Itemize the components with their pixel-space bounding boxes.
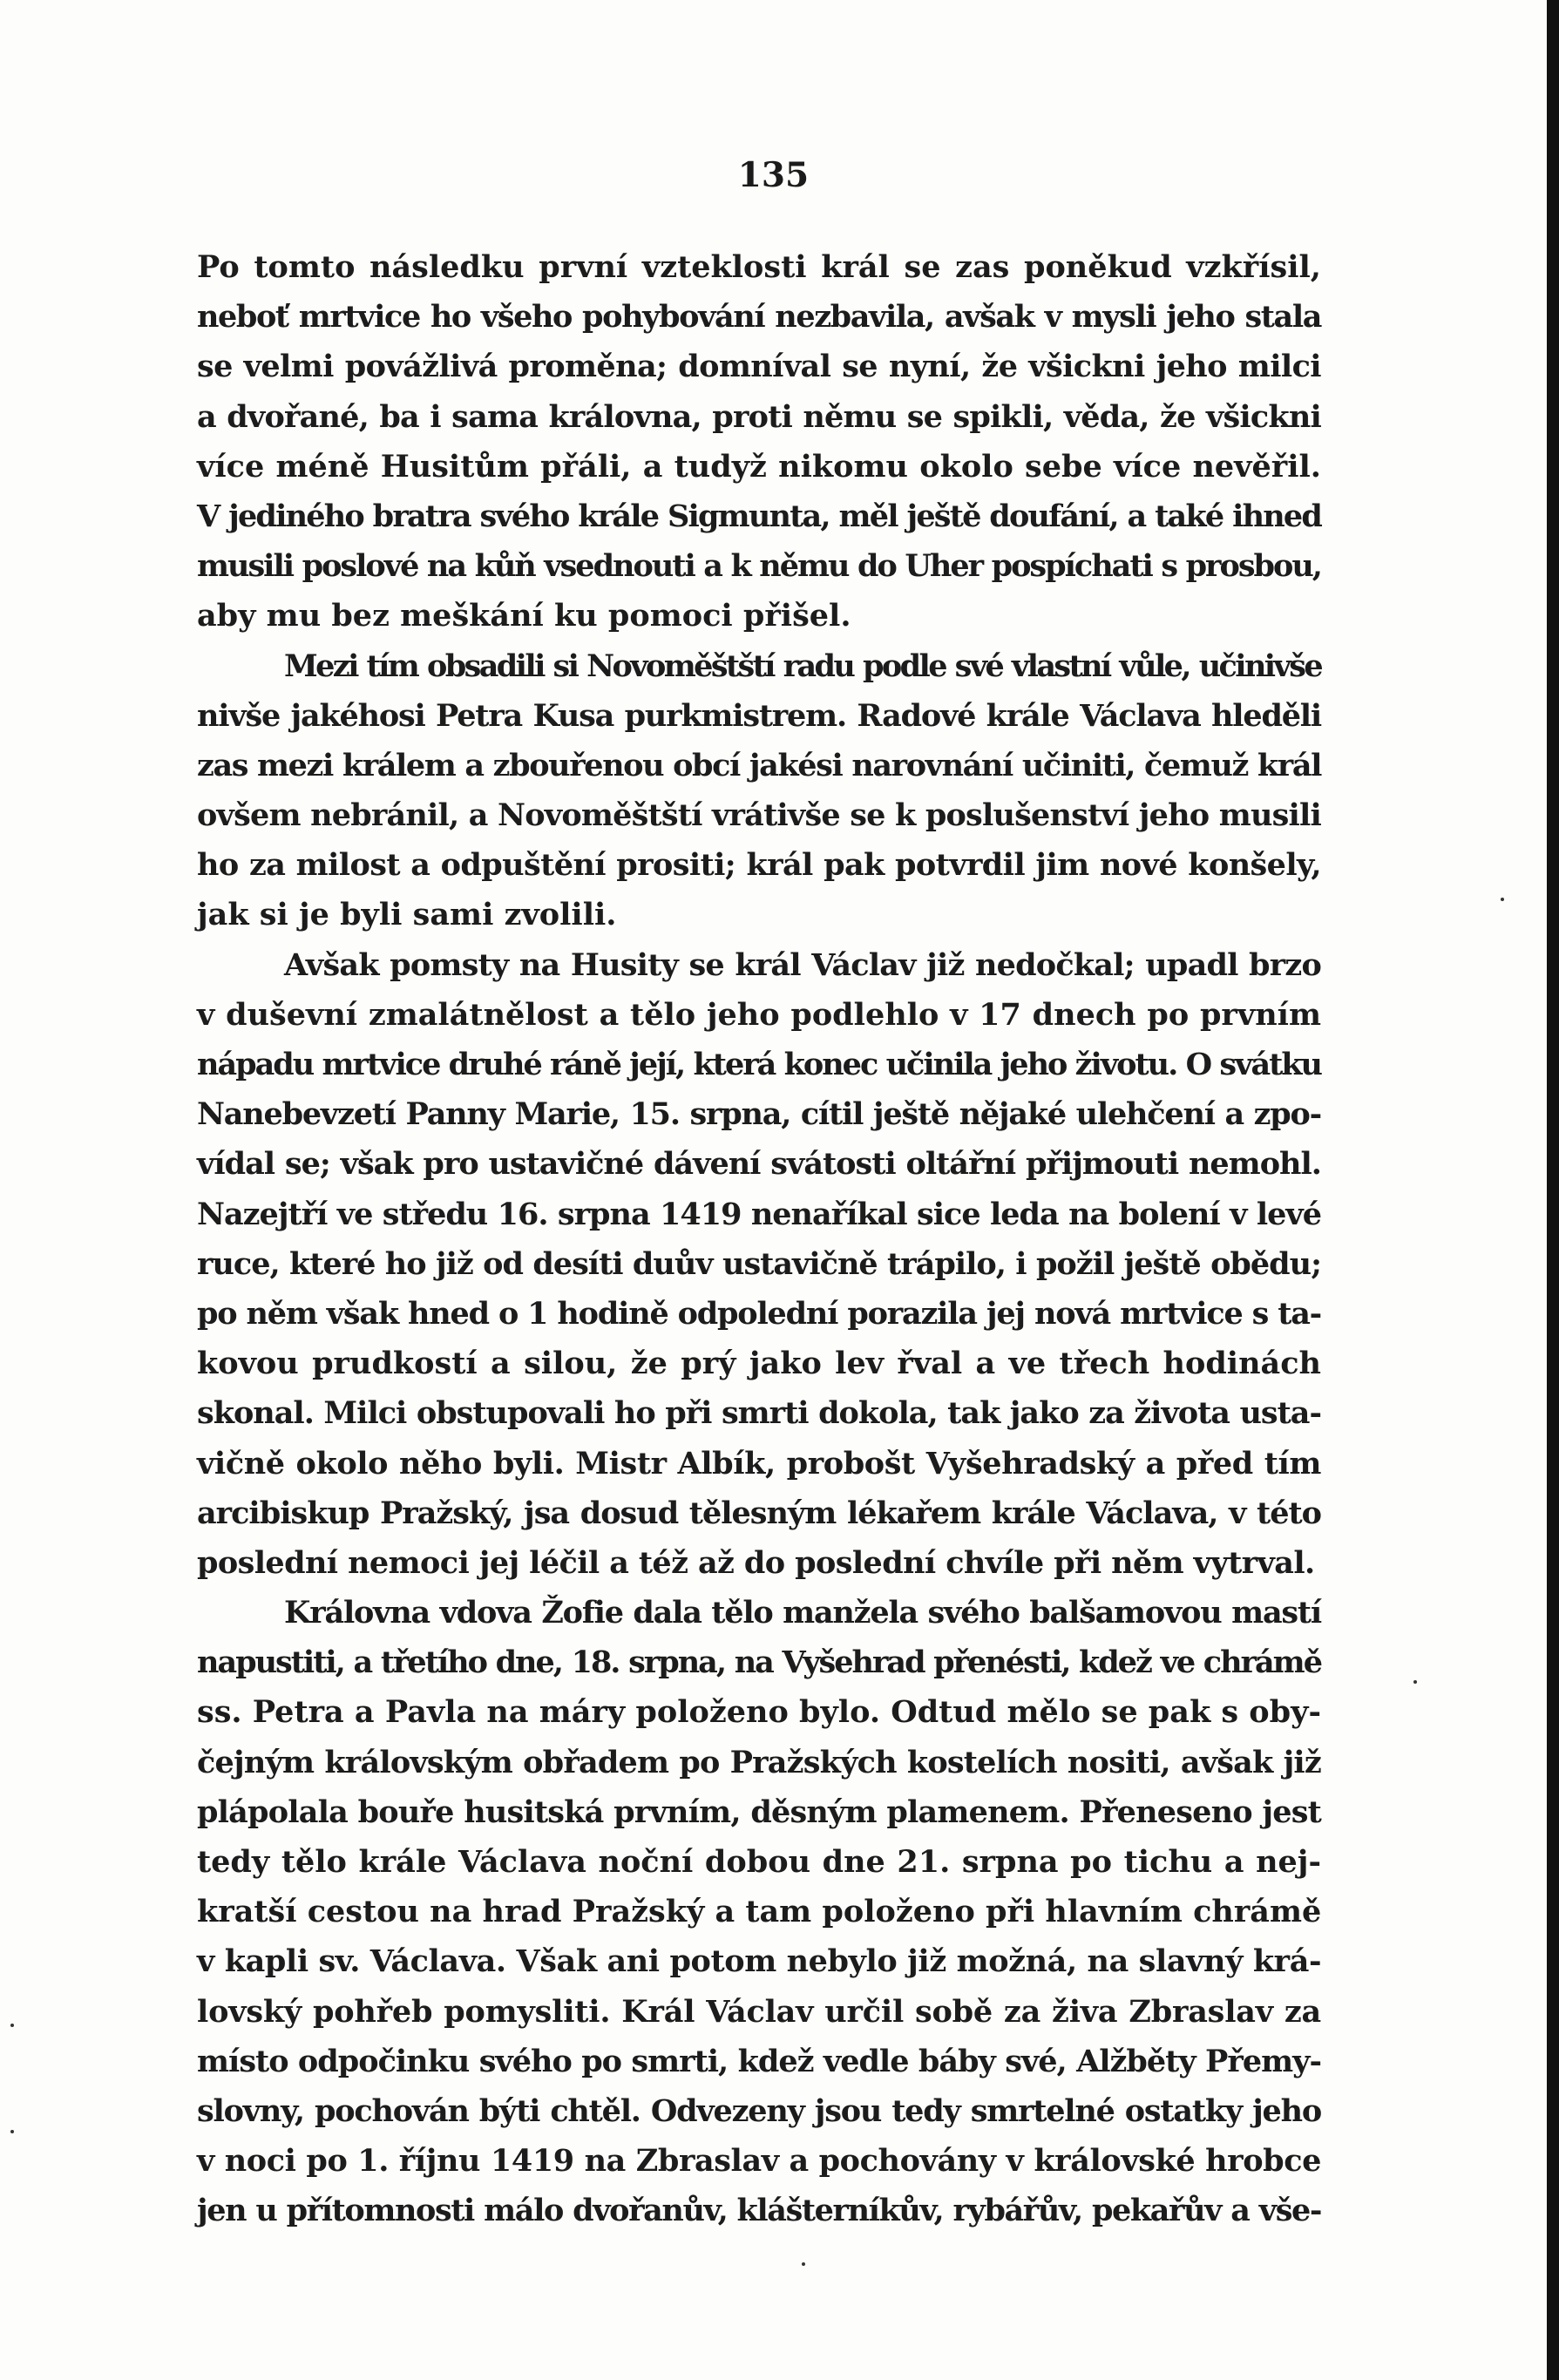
scan-speck [1413,1680,1417,1684]
text-line: kovou prudkostí a silou, že prý jako lev řval a ve třech hodinách [197,1346,1321,1382]
text-line: slovny, pochován býti chtěl. Odvezeny jsou tedy smrtelné ostatky jeho [197,2092,1321,2129]
text-line: v duševní zmalátnělost a tělo jeho podlehlo v 17 dnech po prvním [197,996,1321,1033]
text-line: Nanebevzetí Panny Marie, 15. srpna, cítil ještě nějaké ulehčení a zpo- [197,1096,1321,1133]
text-line: napustiti, a třetího dne, 18. srpna, na Vyšehrad přenésti, kdež ve chrámě [197,1644,1321,1681]
text-line: neboť mrtvice ho všeho pohybování nezbavila, avšak v mysli jeho stala [197,299,1321,336]
text-line: arcibiskup Pražský, jsa dosud tělesným lékařem krále Václava, v této [197,1495,1321,1531]
text-line: ss. Petra a Pavla na máry položeno bylo. Odtud mělo se pak s oby- [197,1694,1321,1731]
text-line: jen u přítomnosti málo dvořanův, klášterníkův, rybářův, pekařův a vše- [197,2193,1321,2229]
text-line: Po tomto následku první vzteklosti král se zas poněkud vzkřísil, [197,249,1321,285]
text-line: ovšem nebránil, a Novoměštští vrátivše se k poslušenství jeho musili [197,797,1321,834]
text-line: skonal. Milci obstupovali ho při smrti dokola, tak jako za života usta- [197,1395,1321,1432]
page-number: 135 [737,155,810,195]
text-line: plápolala bouře husitská prvním, děsným plamenem. Přeneseno jest [197,1793,1321,1830]
text-line: vičně okolo něho byli. Mistr Albík, probošt Vyšehradský a před tím [197,1445,1321,1482]
text-line: V jediného bratra svého krále Sigmunta, měl ještě doufání, a také ihned [197,498,1321,534]
text-line: a dvořané, ba i sama královna, proti němu se spikli, věda, že všickni [197,398,1321,435]
text-line: poslední nemoci jej léčil a též až do poslední chvíle při něm vytrval. [197,1544,1315,1581]
scan-border [1547,0,1559,2380]
text-line: nivše jakéhosi Petra Kusa purkmistrem. Radové krále Václava hleděli [197,697,1321,734]
text-line: vídal se; však pro ustavičné dávení svátosti oltářní přijmouti nemohl. [197,1146,1321,1183]
scan-speck [10,2024,14,2027]
text-line: zas mezi králem a zbouřenou obcí jakési narovnání učiniti, čemuž král [197,747,1321,783]
text-line: tedy tělo krále Václava noční dobou dne 21. srpna po tichu a nej- [197,1844,1321,1880]
text-line: nápadu mrtvice druhé ráně její, která konec učinila jeho životu. O svátku [197,1047,1321,1082]
text-line: více méně Husitům přáli, a tudyž nikomu okolo sebe více nevěřil. [197,448,1321,485]
text-line: jak si je byli sami zvolili. [197,897,617,933]
text-line: v kapli sv. Václava. Však ani potom nebylo již možná, na slavný krá- [197,1943,1322,1980]
text-line: ruce, které ho již od desíti duův ustavičně trápilo, i požil ještě obědu; [197,1245,1321,1282]
text-line: Královna vdova Žofie dala tělo manžela svého balšamovou mastí [284,1595,1321,1631]
text-line: se velmi povážlivá proměna; domníval se nyní, že všickni jeho milci [197,349,1321,385]
text-line: po něm však hned o 1 hodině odpolední porazila jej nová mrtvice s ta- [197,1295,1321,1332]
body-text [197,242,1321,2236]
scan-speck [10,2130,14,2133]
text-line: Mezi tím obsadili si Novoměštští radu podle své vlastní vůle, učinivše [284,648,1321,684]
text-line: ho za milost a odpuštění prositi; král pak potvrdil jim nové konšely, [197,847,1321,884]
text-line: Nazejtří ve středu 16. srpna 1419 nenaříkal sice leda na bolení v levé [197,1196,1321,1232]
text-line: lovský pohřeb pomysliti. Král Václav určil sobě za živa Zbraslav za [197,1993,1321,2030]
scan-speck [802,2262,805,2266]
text-line: musili poslové na kůň vsednouti a k němu do Uher pospíchati s prosbou, [197,548,1321,585]
text-line: kratší cestou na hrad Pražský a tam položeno při hlavním chrámě [197,1894,1322,1930]
text-line: aby mu bez meškání ku pomoci přišel. [197,598,851,634]
text-line: místo odpočinku svého po smrti, kdež vedle báby své, Alžběty Přemy- [197,2043,1321,2079]
text-line: v noci po 1. říjnu 1419 na Zbraslav a pochovány v královské hrobce [197,2143,1321,2180]
scan-speck [1501,898,1504,901]
text-line: čejným královským obřadem po Pražských kostelích nositi, avšak již [197,1744,1321,1780]
text-line: Avšak pomsty na Husity se král Václav již nedočkal; upadl brzo [284,946,1321,983]
